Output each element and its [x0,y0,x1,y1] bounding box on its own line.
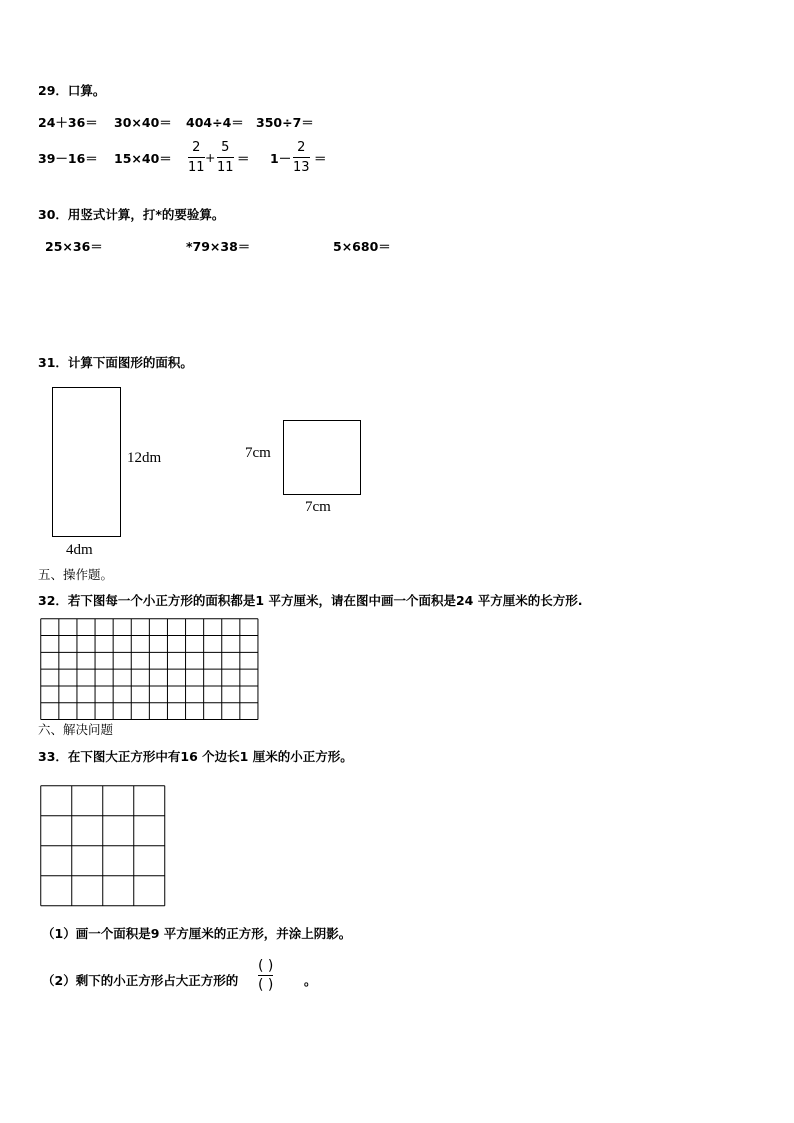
fraction-numerator: 2 [297,140,306,155]
q32-title: 32．若下图每一个小正方形的面积都是1 平方厘米，请在图中画一个面积是24 平方厘米的长方形. [38,593,583,608]
rectangle-figure [52,387,121,537]
q33-part1: （1）画一个面积是9 平方厘米的正方形，并涂上阴影。 [42,926,352,941]
q30-title: 30．用竖式计算，打*的要验算。 [38,207,225,222]
q29-title: 29．口算。 [38,83,106,98]
fraction-bar [217,157,234,158]
square-side-label: 7cm [245,445,271,461]
square-figure [283,420,361,495]
blank-numerator[interactable]: ( ) [258,958,274,974]
q29-item: 404÷4＝ [186,115,244,130]
fraction [217,141,234,174]
equals-sign: ＝ [314,151,327,166]
fraction-numerator: 5 [221,140,230,155]
q33-end-mark: 。 [304,973,317,988]
fraction [293,141,310,174]
plus-sign: + [205,150,216,165]
q33-title: 33．在下图大正方形中有16 个边长1 厘米的小正方形。 [38,749,353,764]
q29-item: 24＋36＝ [38,115,98,130]
fraction-bar [188,157,205,158]
rectangle-width-label: 4dm [66,542,93,558]
rectangle-height-label: 12dm [127,450,162,466]
fraction-bar [293,157,310,158]
blank-denominator[interactable]: ( ) [258,977,274,993]
fraction-bar [258,975,273,976]
fraction [188,141,205,174]
q33-part2: （2）剩下的小正方形占大正方形的 [42,973,239,988]
section-5-title: 五、操作题。 [38,567,114,582]
q31-title: 31．计算下面图形的面积。 [38,355,193,370]
one-minus: 1－ [270,151,292,166]
q29-item: 39－16＝ [38,151,98,166]
fraction-numerator: 2 [192,140,201,155]
q29-item: 350÷7＝ [256,115,314,130]
q30-item: 25×36＝ [45,239,103,254]
q29-item: 15×40＝ [114,151,172,166]
fraction-denominator: 13 [293,160,310,175]
equals-sign: ＝ [237,151,250,166]
q30-item: 5×680＝ [333,239,391,254]
q33-grid [40,785,168,907]
fraction-denominator: 11 [188,160,205,175]
square-bottom-label: 7cm [305,499,331,515]
fraction-denominator: 11 [217,160,234,175]
q32-grid [40,618,260,721]
q30-item: *79×38＝ [186,239,251,254]
q29-item: 30×40＝ [114,115,172,130]
section-6-title: 六、解决问题 [38,722,114,737]
answer-fraction-blank[interactable] [258,959,273,992]
